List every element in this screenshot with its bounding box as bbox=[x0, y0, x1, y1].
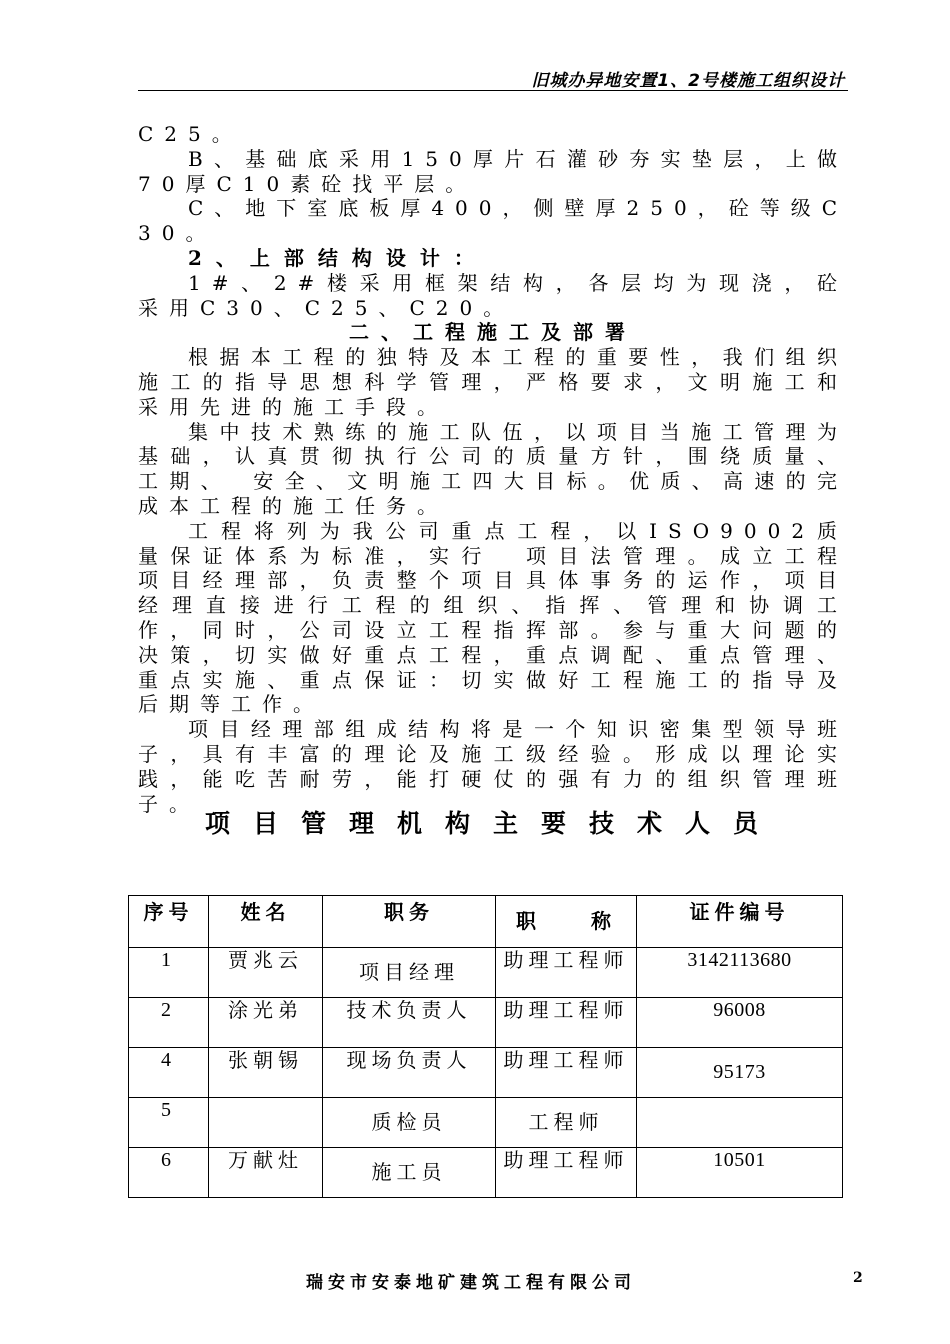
cell-title: 助理工程师 bbox=[496, 1048, 637, 1098]
header-position: 职务 bbox=[323, 896, 496, 948]
cell-name: 万献灶 bbox=[209, 1148, 323, 1198]
paragraph-superstructure: 1#、2#楼采用框架结构，各层均为现浇，砼采用C30、C25、C20。 bbox=[138, 270, 848, 320]
cell-cert: 3142113680 bbox=[637, 948, 843, 998]
cell-cert bbox=[637, 1098, 843, 1148]
cell-name: 涂光弟 bbox=[209, 998, 323, 1048]
cell-cert: 95173 bbox=[637, 1048, 843, 1098]
technical-staff-table bbox=[128, 895, 843, 1198]
paragraph-construction-team: 集中技术熟练的施工队伍，以项目当施工管理为基础，认真贯彻执行公司的质量方针，围绕质量、工期、 安全、文明施工四大目标。优质、高速的完成本工程的施工任务。 bbox=[138, 419, 848, 518]
cell-position: 项目经理 bbox=[323, 948, 496, 998]
section-heading: 二、工程施工及部署 bbox=[349, 320, 637, 345]
paragraph-c25: C25。 bbox=[138, 122, 243, 146]
paragraph-project-department: 项目经理部组成结构将是一个知识密集型领导班子，具有丰富的理论及施工级经验。形成以理论实践，能吃苦耐劳，能打硬仗的强有力的组织管理班子。 bbox=[138, 717, 848, 816]
header-name: 姓名 bbox=[209, 896, 323, 948]
cell-no: 6 bbox=[129, 1148, 209, 1198]
cell-position: 技术负责人 bbox=[323, 998, 496, 1048]
cell-title: 工程师 bbox=[496, 1098, 637, 1148]
cell-position: 现场负责人 bbox=[323, 1048, 496, 1098]
cell-no: 1 bbox=[129, 948, 209, 998]
document-body bbox=[138, 122, 848, 816]
cell-no: 2 bbox=[129, 998, 209, 1048]
header-rule bbox=[138, 90, 848, 91]
paragraph-guiding-idea: 根据本工程的独特及本工程的重要性，我们组织施工的指导思想科学管理，严格要求，文明施工和采用先进的施工手段。 bbox=[138, 345, 848, 419]
paragraph-basement-slab: C、地下室底板厚400，侧壁厚250，砼等级C30。 bbox=[138, 196, 848, 246]
document-header-title: 旧城办异地安置1、2号楼施工组织设计 bbox=[531, 71, 845, 91]
cell-no: 5 bbox=[129, 1098, 209, 1148]
cell-cert: 10501 bbox=[637, 1148, 843, 1198]
cell-title: 助理工程师 bbox=[496, 948, 637, 998]
cell-name bbox=[209, 1098, 323, 1148]
table-row bbox=[129, 948, 843, 998]
cell-name: 张朝锡 bbox=[209, 1048, 323, 1098]
cell-name: 贾兆云 bbox=[209, 948, 323, 998]
header-title: 职 称 bbox=[496, 896, 637, 948]
heading-superstructure: 2、上部结构设计： bbox=[188, 245, 488, 270]
cell-cert: 96008 bbox=[637, 998, 843, 1048]
table-row bbox=[129, 1048, 843, 1098]
cell-no: 4 bbox=[129, 1048, 209, 1098]
cell-title: 助理工程师 bbox=[496, 1148, 637, 1198]
footer-company-name: 瑞安市安泰地矿建筑工程有限公司 bbox=[306, 1273, 636, 1293]
header-no: 序号 bbox=[129, 896, 209, 948]
table-row bbox=[129, 1148, 843, 1198]
cell-position: 质检员 bbox=[323, 1098, 496, 1148]
cell-title: 助理工程师 bbox=[496, 998, 637, 1048]
table-header-row bbox=[129, 896, 843, 948]
table-row bbox=[129, 998, 843, 1048]
cell-position: 施工员 bbox=[323, 1148, 496, 1198]
paragraph-foundation-base: B、基础底采用150厚片石灌砂夯实垫层，上做70厚C10素砼找平层。 bbox=[138, 146, 848, 196]
page-number: 2 bbox=[853, 1270, 863, 1286]
header-cert: 证件编号 bbox=[637, 896, 843, 948]
paragraph-key-project: 工程将列为我公司重点工程，以ISO9002质量保证体系为标准，实行 项目法管理。成立工程项目经理部，负责整个项目具体事务的运作，项目经理直接进行工程的组织、指挥、管理和协调工作，同时，公司设立工程指挥部。参与重大问题的决策，切实做好重点工程，重点调配、重点管理、重点实施、重点保证：切实做好工程施工的指导及后期等工作。 bbox=[138, 518, 848, 717]
table-row bbox=[129, 1098, 843, 1148]
table-title: 项目管理机构主要技术人员 bbox=[204, 809, 781, 838]
